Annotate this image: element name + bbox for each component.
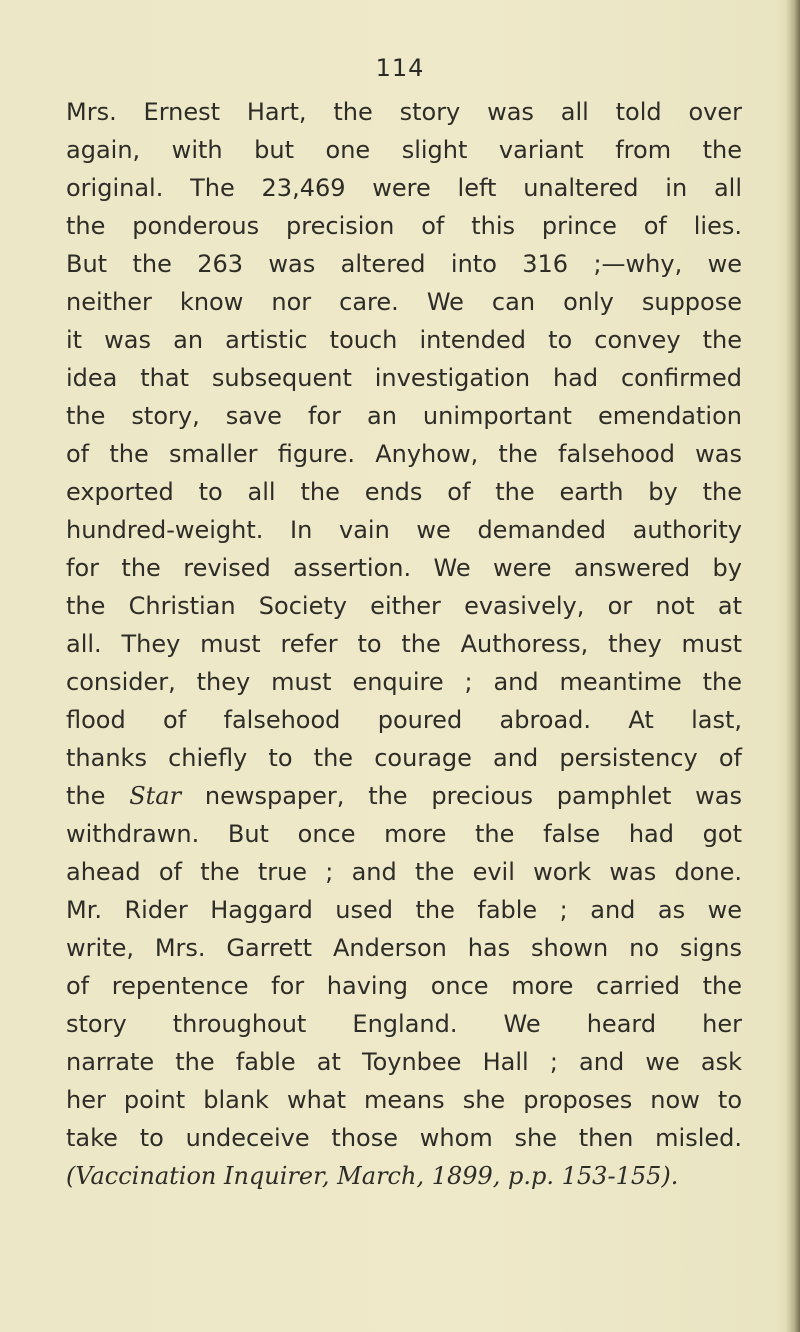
text-line: exported to all the ends of the earth by the bbox=[66, 478, 742, 506]
star-newspaper-title: Star bbox=[129, 782, 182, 810]
text-line: neither know nor care. We can only suppose bbox=[66, 288, 742, 316]
text-line: flood of falsehood poured abroad. At last, bbox=[66, 706, 742, 734]
star-line-before: the bbox=[66, 782, 130, 810]
text-line: story throughout England. We heard her bbox=[66, 1010, 742, 1038]
text-line: the ponderous precision of this prince of lies. bbox=[66, 212, 742, 240]
text-line: all. They must refer to the Authoress, they must bbox=[66, 630, 742, 658]
text-line: ahead of the true ; and the evil work was done. bbox=[66, 858, 742, 886]
text-line: withdrawn. But once more the false had got bbox=[66, 820, 742, 848]
text-line: the story, save for an unimportant emendation bbox=[66, 402, 742, 430]
text-line: it was an artistic touch intended to convey the bbox=[66, 326, 742, 354]
text-line: take to undeceive those whom she then misled. bbox=[66, 1124, 742, 1152]
text-line: her point blank what means she proposes now to bbox=[66, 1086, 742, 1114]
text-line-star bbox=[66, 777, 742, 815]
text-line: write, Mrs. Garrett Anderson has shown no signs bbox=[66, 934, 742, 962]
text-line: the Christian Society either evasively, or not at bbox=[66, 592, 742, 620]
page-edge-shadow bbox=[786, 0, 800, 1332]
text-line: hundred-weight. In vain we demanded authority bbox=[66, 516, 742, 544]
citation-text: (Vaccination Inquirer, March, 1899, p.p. 153-155). bbox=[66, 1162, 679, 1190]
text-line: consider, they must enquire ; and meantime the bbox=[66, 668, 742, 696]
text-line: for the revised assertion. We were answered by bbox=[66, 554, 742, 582]
text-line: Mrs. Ernest Hart, the story was all told over bbox=[66, 98, 742, 126]
text-line: thanks chiefly to the courage and persistency of bbox=[66, 744, 742, 772]
text-line: idea that subsequent investigation had confirmed bbox=[66, 364, 742, 392]
citation bbox=[66, 1157, 742, 1195]
text-line: of repentence for having once more carried the bbox=[66, 972, 742, 1000]
text-line: again, with but one slight variant from the bbox=[66, 136, 742, 164]
text-line: But the 263 was altered into 316 ;—why, we bbox=[66, 250, 742, 278]
text-line: original. The 23,469 were left unaltered in all bbox=[66, 174, 742, 202]
text-line: Mr. Rider Haggard used the fable ; and as we bbox=[66, 896, 742, 924]
page-number: 114 bbox=[375, 54, 425, 82]
text-line: narrate the fable at Toynbee Hall ; and we ask bbox=[66, 1048, 742, 1076]
body-text bbox=[66, 93, 742, 1195]
star-line-after: newspaper, the precious pamphlet was bbox=[181, 782, 742, 810]
text-line: of the smaller figure. Anyhow, the falsehood was bbox=[66, 440, 742, 468]
